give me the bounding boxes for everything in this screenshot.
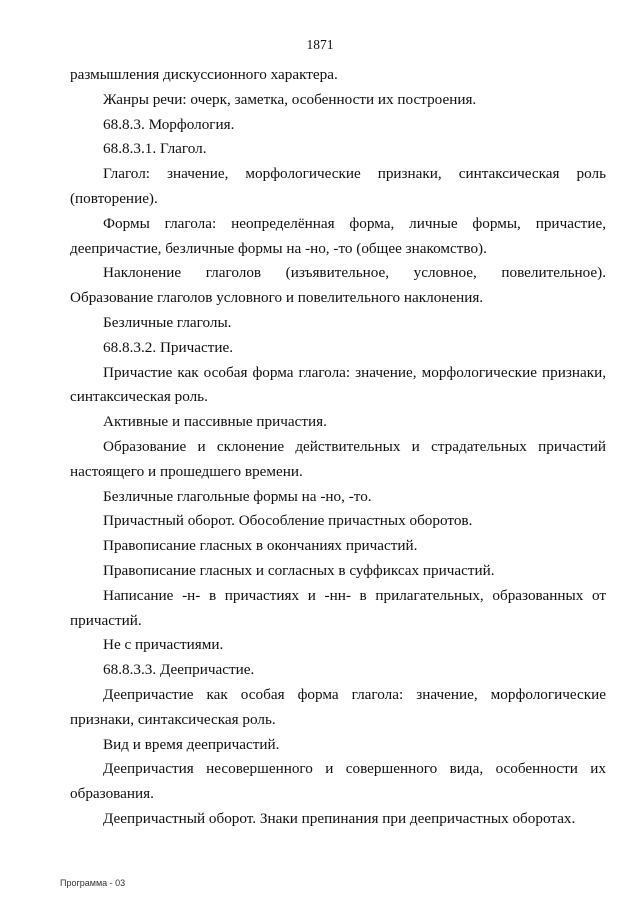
- paragraph-participle-definition: Причастие как особая форма глагола: значение, морфологические признаки, синтаксическая роль.: [70, 363, 606, 406]
- paragraph-active-passive: Активные и пассивные причастия.: [103, 413, 327, 431]
- paragraph-vowels-suffixes: Правописание гласных и согласных в суффиксах причастий.: [103, 561, 495, 579]
- paragraph-vowels-endings: Правописание гласных в окончаниях причастий.: [103, 537, 418, 555]
- paragraph-n-nn-spelling: Написание -н- в причастиях и -нн- в прилагательных, образованных от причастий.: [70, 586, 606, 629]
- paragraph-speech-genres: Жанры речи: очерк, заметка, особенности их построения.: [103, 90, 477, 108]
- page-number: 1871: [306, 37, 334, 52]
- section-heading-gerund: 68.8.3.3. Деепричастие.: [103, 661, 255, 679]
- paragraph-impersonal-verbs: Безличные глаголы.: [103, 313, 232, 331]
- paragraph-gerund-definition: Деепричастие как особая форма глагола: значение, морфологические признаки, синтаксическая роль.: [70, 685, 606, 728]
- paragraph-ne-participles: Не с причастиями.: [103, 636, 224, 654]
- page-footer: Программа - 03: [60, 878, 126, 888]
- paragraph-verb-moods: Наклонение глаголов (изъявительное, условное, повелительное). Образование глаголов условного и повелительного наклонения.: [70, 264, 606, 307]
- paragraph-continuation: размышления дискуссионного характера.: [70, 66, 338, 83]
- paragraph-verb-forms: Формы глагола: неопределённая форма, личные формы, причастие, деепричастие, безличные формы на -но, -то (общее знакомство).: [70, 214, 606, 257]
- paragraph-gerund-phrase: Деепричастный оборот. Знаки препинания при деепричастных оборотах.: [103, 809, 576, 827]
- section-heading-morphology: 68.8.3. Морфология.: [103, 115, 235, 133]
- paragraph-participial-phrase: Причастный оборот. Обособление причастных оборотов.: [103, 512, 473, 530]
- paragraph-gerund-formation: Деепричастия несовершенного и совершенного вида, особенности их образования.: [70, 760, 606, 803]
- paragraph-participle-formation: Образование и склонение действительных и страдательных причастий настоящего и прошедшего времени.: [70, 437, 606, 480]
- paragraph-gerund-aspect: Вид и время деепричастий.: [103, 735, 280, 753]
- body-text: [70, 63, 606, 832]
- paragraph-verb-meaning: Глагол: значение, морфологические признаки, синтаксическая роль (повторение).: [70, 165, 606, 207]
- section-heading-verb: 68.8.3.1. Глагол.: [103, 140, 207, 158]
- section-heading-participle: 68.8.3.2. Причастие.: [103, 338, 234, 356]
- paragraph-impersonal-forms: Безличные глагольные формы на -но, -то.: [103, 487, 372, 505]
